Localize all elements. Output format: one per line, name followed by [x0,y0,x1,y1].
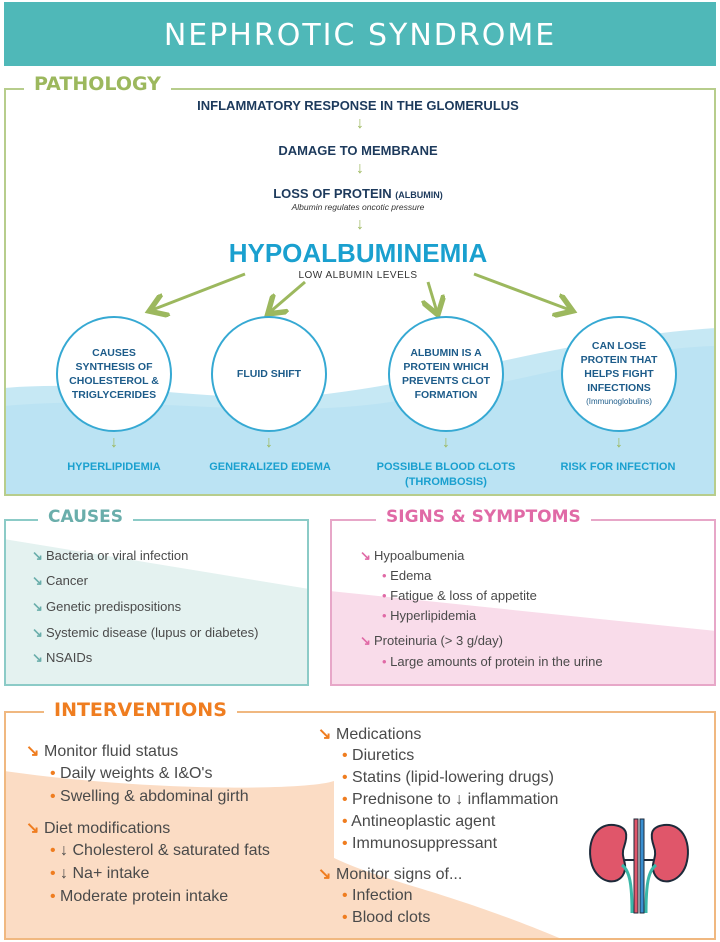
intervention-group-medications [318,724,421,744]
intervention-item-text: Antineoplastic agent [351,813,496,830]
low-albumin-subheading: LOW ALBUMIN LEVELS [298,270,418,281]
intervention-group-text: Medications [336,726,422,743]
step-loss-of-protein-paren: (ALBUMIN) [395,190,443,200]
cause-item-text: NSAIDs [46,650,93,665]
intervention-group-monitor-signs [318,864,462,884]
intervention-group-diet [26,818,170,838]
dot-bullet-icon: • [342,835,353,852]
arrow-bullet-icon: ↘ [32,548,43,563]
cause-item-text: Bacteria or viral infection [46,548,189,563]
intervention-item-text: Immunosuppressant [352,835,498,852]
cause-item [32,573,88,589]
arrow-down-icon: ↓ [356,216,364,233]
outcome-blood-clots-line1: POSSIBLE BLOOD CLOTS [376,461,516,473]
intervention-item [50,865,149,883]
step-loss-of-protein [0,186,716,201]
intervention-item-text: Diuretics [352,747,415,764]
intervention-item [342,835,497,853]
cause-item-text: Genetic predispositions [46,599,182,614]
step-damage-membrane: DAMAGE TO MEMBRANE [278,143,438,158]
dot-bullet-icon: • [342,769,353,786]
dot-bullet-icon: • [382,654,391,669]
cause-item-text: Cancer [46,573,88,588]
intervention-item-text: Infection [352,887,413,904]
causes-heading: CAUSES [38,507,133,527]
intervention-group-text: Monitor fluid status [44,743,179,760]
arrow-bullet-icon: ↘ [360,548,371,563]
intervention-group-text: Diet modifications [44,820,171,837]
oncotic-pressure-note: Albumin regulates oncotic pressure [291,202,425,212]
arrow-branch-4 [474,274,570,310]
dot-bullet-icon: • [50,842,61,859]
step-loss-of-protein-label: LOSS OF PROTEIN [273,186,392,201]
circle-cholesterol-synthesis: CAUSES SYNTHESIS OF CHOLESTEROL & TRIGLYCERIDES [56,316,172,432]
dot-bullet-icon: • [50,765,61,782]
sign-item-text: Edema [390,568,432,583]
sign-item [382,588,537,603]
cause-item [32,625,258,641]
arrow-down-icon: ↓ [110,434,118,451]
dot-bullet-icon: • [342,887,353,904]
arrow-branch-3 [428,282,437,312]
sign-item-text: Fatigue & loss of appetite [390,588,537,603]
dot-bullet-icon: • [342,747,353,764]
intervention-item-text: Prednisone to ↓ inflammation [352,791,559,808]
dot-bullet-icon: • [50,788,61,805]
sign-group-proteinuria [360,633,503,649]
dot-bullet-icon: • [382,588,391,603]
intervention-item [50,765,212,783]
dot-bullet-icon: • [342,813,352,830]
arrow-bullet-icon: ↘ [360,633,371,648]
outcome-risk-infection: RISK FOR INFECTION [560,461,676,473]
sign-item [382,608,476,623]
intervention-item [50,888,228,906]
hypoalbuminemia-heading: HYPOALBUMINEMIA [228,238,488,268]
cause-item [32,650,92,666]
cause-item [32,548,188,564]
sign-item [382,654,603,669]
intervention-item [342,887,413,905]
intervention-item [342,791,558,809]
page-title: NEPHROTIC SYNDROME [163,18,557,53]
intervention-item-text: Statins (lipid-lowering drugs) [352,769,554,786]
intervention-item-text: Daily weights & I&O's [60,765,213,782]
arrow-down-icon: ↓ [356,115,364,132]
cause-item [32,599,181,615]
circle-infection-protein-text: CAN LOSE PROTEIN THAT HELPS FIGHT INFECTIONS [580,340,658,394]
intervention-item-text: ↓ Cholesterol & saturated fats [60,842,270,859]
outcome-blood-clots [368,460,524,490]
circle-clot-prevention: ALBUMIN IS A PROTEIN WHICH PREVENTS CLOT FORMATION [388,316,504,432]
kidneys-icon [584,815,694,915]
dot-bullet-icon: • [382,608,391,623]
pathology-heading: PATHOLOGY [24,73,171,95]
dot-bullet-icon: • [50,865,61,882]
sign-group-text: Proteinuria (> 3 g/day) [374,633,503,648]
arrow-down-icon: ↓ [442,434,450,451]
arrow-bullet-icon: ↘ [32,573,43,588]
intervention-item [342,747,414,765]
arrow-bullet-icon: ↘ [26,820,40,837]
sign-item [382,568,431,583]
sign-group-text: Hypoalbumenia [374,548,465,563]
arrow-bullet-icon: ↘ [32,599,43,614]
intervention-item-text: Moderate protein intake [60,888,229,905]
intervention-item [342,769,554,787]
dot-bullet-icon: • [382,568,391,583]
dot-bullet-icon: • [50,888,61,905]
arrow-branch-2 [270,282,305,312]
cause-item-text: Systemic disease (lupus or diabetes) [46,625,259,640]
sign-item-text: Large amounts of protein in the urine [390,654,603,669]
outcome-blood-clots-line2: (THROMBOSIS) [405,476,487,488]
step-inflammatory-response: INFLAMMATORY RESPONSE IN THE GLOMERULUS [197,98,519,113]
interventions-heading: INTERVENTIONS [44,699,237,721]
title-banner [4,2,716,66]
intervention-item [342,813,495,831]
immunoglobulins-note: (Immunoglobulins) [586,397,652,406]
intervention-item [50,788,249,806]
intervention-item-text: Swelling & abdominal girth [60,788,249,805]
arrow-bullet-icon: ↘ [32,650,43,665]
dot-bullet-icon: • [342,791,353,808]
intervention-item [342,909,430,927]
intervention-item [50,842,270,860]
arrow-branch-1 [152,274,245,310]
arrow-down-icon: ↓ [356,160,364,177]
circle-fluid-shift: FLUID SHIFT [211,316,327,432]
intervention-item-text: Blood clots [352,909,431,926]
arrow-down-icon: ↓ [265,434,273,451]
arrow-down-icon: ↓ [615,434,623,451]
dot-bullet-icon: • [342,909,353,926]
outcome-hyperlipidemia: HYPERLIPIDEMIA [67,461,161,473]
outcome-generalized-edema: GENERALIZED EDEMA [209,461,331,473]
arrow-bullet-icon: ↘ [318,866,332,883]
arrow-bullet-icon: ↘ [32,625,43,640]
intervention-item-text: ↓ Na+ intake [60,865,150,882]
circle-infection-protein [561,316,677,432]
intervention-group-text: Monitor signs of... [336,866,463,883]
sign-item-text: Hyperlipidemia [390,608,477,623]
arrow-bullet-icon: ↘ [318,726,332,743]
sign-group-hypoalbumenia [360,548,464,564]
intervention-group-fluid [26,741,178,761]
signs-heading: SIGNS & SYMPTOMS [376,507,591,527]
arrow-bullet-icon: ↘ [26,743,40,760]
